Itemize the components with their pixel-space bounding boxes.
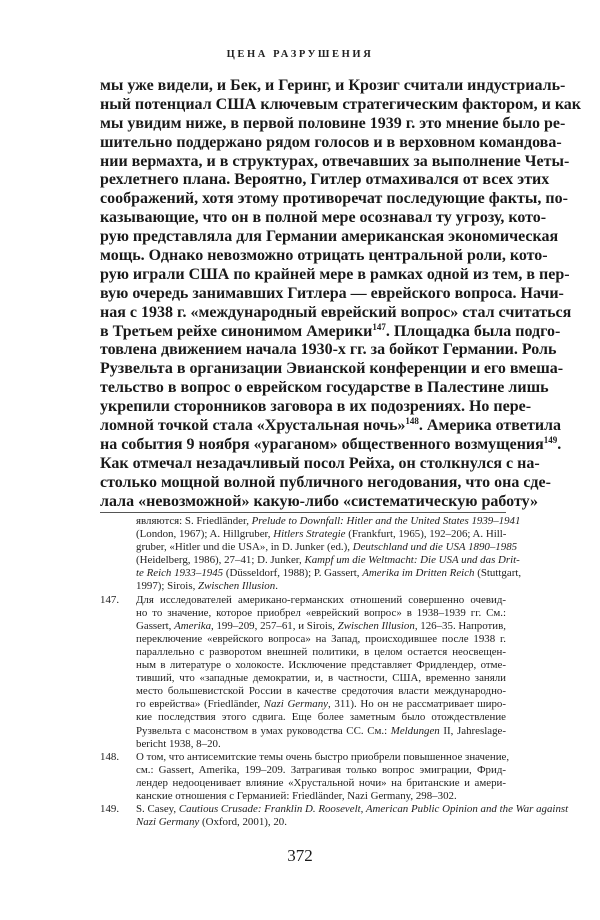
footnote-line [100,554,520,567]
text-run: . [275,580,278,593]
text-run: являются: S. Friedländer, [136,515,252,527]
text-run: ным в литературе о холокосте. Исключение представляет Фридлендер, отме- [136,659,506,672]
text-run: (Heidelberg, 1986), 27–41; D. Junker, [136,554,305,567]
footnote-number: 149. [100,803,120,816]
text-line [100,284,564,304]
footnote-line [100,580,506,593]
text-line [100,209,547,228]
footnotes [100,515,569,829]
text-run: тельство в вопрос о еврейском государстве в Палестине лишь [100,379,549,397]
italic-text: Amerika [174,619,212,632]
italic-text: Amerika im Dritten Reich [362,567,475,580]
italic-text: Kampf um die Weltmacht: Die USA und das Drit- [304,554,520,567]
text-line [100,321,561,342]
main-text [100,77,582,511]
footnote [100,803,569,829]
text-run: лала «невозможной» какую-либо «систематическую работу» [100,492,538,510]
text-run: шительно поддержано рядом голосов и в верховном командова- [100,133,562,151]
text-line [100,434,562,455]
text-run: II, Jahreslage- [439,724,506,737]
text-run: (London, 1967); A. Hillgruber, [136,528,274,541]
text-run: (Frankfurt, 1965), 192–206; A. Hill- [345,528,507,541]
text-run: (Düsseldorf, 1988); P. Gassert, [223,567,363,580]
running-head: ЦЕНА РАЗРУШЕНИЯ [226,49,374,60]
footnote-ref[interactable]: 149 [543,434,558,445]
italic-text: Meldungen [390,724,440,737]
text-run: . Площадка была подго- [385,322,561,340]
footnote-ref[interactable]: 147 [372,321,386,332]
text-run: лендер недооценивает влияние «Хрустальной ночи» на британские и амери- [136,776,506,789]
text-run: мы уже видели, и Бек, и Геринг, и Крозиг считали индустриаль- [100,77,566,94]
text-run: Для исследователей американо-германских отношений совершенно очевид- [136,593,506,606]
footnote-line [100,672,506,685]
footnote-line [100,725,506,738]
text-run: см.: Gassert, Amerika, 199–209. Затрагивая только вопрос эмиграции, Фрид- [136,763,506,776]
text-run: Как отмечал незадачливый посол Рейха, он столкнулся с на- [100,454,540,472]
footnote [100,515,522,594]
italic-text: te Reich 1933–1945 [136,567,224,580]
text-run: товлена движением начала 1930-х гг. за бойкот Германии. Роль [100,341,557,359]
text-run: . [557,435,562,453]
footnote-number: 147. [100,593,120,606]
text-run: О том, что антисемитские темы очень быстро приобрели повышенное значение, [136,750,510,763]
text-line [100,379,549,398]
text-run: Рузвельта с масонством в умах руководства СС. См.: [136,724,391,737]
text-run: , 126–35. Напротив, [414,619,506,632]
footnote-line [100,607,506,620]
footnote-line [100,711,506,724]
text-run: , 311). Но он не рассматривает широ- [327,698,507,711]
text-line [100,190,568,209]
text-run: мощь. Однако невозможно отрицать центральной роли, кото- [100,247,548,265]
text-line [100,416,562,436]
text-run: (Stuttgart, [474,567,522,580]
text-run: Рузвельта в организации Эвианской конференции и его вмеша- [100,360,564,378]
text-line [100,398,532,417]
text-run: переключение «еврейского вопроса» на Запад, происходившее после 1938 г. [136,632,506,645]
text-run: вую очередь занимавших Гитлера — еврейского вопроса. Начи- [100,284,564,302]
text-run: (Oxford, 2001), 20. [199,816,287,829]
footnote [100,750,510,803]
page-number: 372 [287,846,313,865]
text-run: рую играли США по крайней мере в рамках одной из тем, в пер- [100,265,570,283]
footnote-line [100,646,506,659]
text-run: bericht 1938, 8–20. [136,737,221,750]
text-run: 1997); Sirois, [136,580,199,593]
text-line [100,473,551,493]
footnote-line [100,659,506,672]
text-run: нии вермахта, и в структурах, отвечавших за выполнение Четы- [100,152,570,170]
text-run: мы увидим ниже, в первой половине 1939 г. это мнение было ре- [100,114,566,132]
footnote-line [100,515,521,528]
text-line [100,171,550,190]
text-run: , 199–209, 257–61, и Sirois, [211,619,338,632]
footnote-line [100,803,569,816]
italic-text: Deutschland und die USA 1890–1985 [352,541,518,554]
text-run: рехлетнего плана. Вероятно, Гитлер отмахивался от всех этих [100,171,550,189]
text-run: рую представляла для Германии американская экономическая [100,228,559,246]
footnote-line [100,567,522,580]
text-run: Gassert, [136,619,175,632]
footnote-line [100,777,506,790]
footnote-line [100,633,506,646]
italic-text: Cautious Crusade: Franklin D. Roosevelt, American Public Opinion and the War against [178,803,569,816]
text-run: го еврейства» (Friedländer, [136,698,264,711]
text-run: параллельно с разворотом внешней политики, в целом остается неосвещен- [136,645,506,658]
footnote [100,594,506,751]
footnote-line [100,750,510,764]
text-run: ная с 1938 г. «международный еврейский вопрос» стал считаться [100,303,572,321]
footnote-line [100,816,506,829]
text-run: ломной точкой стала «Хрустальная ночь» [100,417,406,435]
footnote-divider [100,512,506,513]
text-line [100,492,538,512]
footnote-line [100,764,506,777]
footnote-line [100,541,518,554]
text-run: канские отношения с Германией: Friedländer, Nazi Germany, 298–302. [136,789,457,802]
footnote-number: 148. [100,750,120,763]
text-run: gruber, «Hitler und die USA», in D. Junker (ed.), [136,541,353,554]
text-line [100,77,566,96]
text-line [100,228,559,247]
text-line [100,303,572,323]
italic-text: Zwischen Illusion [337,619,415,632]
text-run: в Третьем рейхе синонимом Америки [100,322,373,340]
italic-text: Nazi Germany [263,698,328,711]
footnote-line [100,698,506,711]
footnote-ref[interactable]: 148 [405,416,419,427]
text-line [100,454,540,474]
text-run: соображений, хотя этому противоречат последующие факты, по- [100,190,568,208]
text-line [100,133,562,153]
footnote-line [100,738,506,751]
text-run: укрепили сторонников заговора в их подозрениях. Но пере- [100,398,532,416]
text-run: на события 9 ноября «ураганом» общественного возмущения [100,435,544,453]
italic-text: Prelude to Downfall: Hitler and the United States 1939–1941 [251,515,521,527]
text-run: казывающие, что он в полной мере осознавал ту угрозу, кото- [100,209,547,227]
text-run: столько мощной волной публичного негодования, что она сде- [100,473,551,491]
text-line [100,360,564,379]
text-run: ный потенциал США ключевым стратегическим фактором, и как [100,95,582,113]
text-run: S. Casey, [136,803,179,816]
footnote-line [100,528,506,541]
text-run: тивший, что «западные демократии, и, в частности, США, временно заняли [136,672,506,685]
italic-text: Zwischen Illusion [198,580,276,593]
italic-text: Hitlers Strategie [273,528,346,541]
text-line [100,114,566,134]
text-line [100,95,582,115]
text-line [100,341,557,360]
footnote-line [100,685,506,698]
text-line [100,247,548,266]
text-line [100,265,570,285]
text-run: . Америка ответила [418,417,562,435]
footnote-line [100,620,506,633]
text-run: кие последствия этого сдвига. Еще более заметным было отождествление [136,711,506,724]
text-line [100,152,570,172]
text-run: место большевистской России в качестве средоточия власти международно- [136,685,506,698]
footnote-line [100,790,506,803]
text-run: но то значение, которое приобрел «еврейский вопрос» в 1938–1939 гг. См.: [136,606,506,619]
italic-text: Nazi Germany [136,816,200,829]
footnote-line [100,594,506,607]
